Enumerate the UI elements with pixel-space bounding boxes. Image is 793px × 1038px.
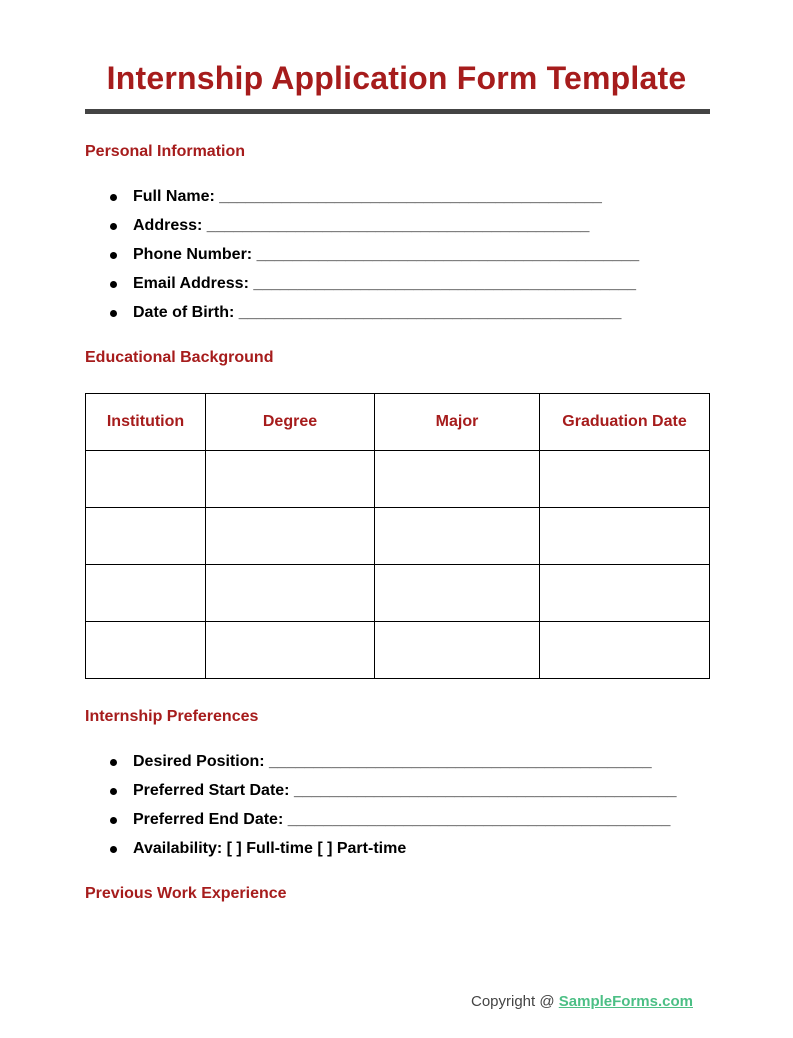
table-cell[interactable]	[206, 508, 375, 565]
table-cell[interactable]	[86, 622, 206, 679]
page-title: Internship Application Form Template	[106, 60, 687, 96]
field-availability[interactable]: Availability: [ ] Full-time [ ] Part-time	[133, 840, 407, 857]
bullet-icon	[110, 252, 117, 259]
field-preferred-end-date[interactable]: Preferred End Date: ___________________________________________	[133, 811, 671, 828]
list-item-address	[85, 211, 639, 240]
list-item-phone-number	[85, 240, 639, 269]
previous-work-experience-heading: Previous Work Experience	[85, 885, 287, 902]
table-cell[interactable]	[540, 622, 710, 679]
field-phone-number[interactable]: Phone Number: ___________________________________________	[133, 246, 640, 263]
list-item-date-of-birth	[85, 298, 639, 327]
table-cell[interactable]	[540, 508, 710, 565]
bullet-icon	[110, 817, 117, 824]
copyright-text: Copyright @	[471, 993, 559, 1010]
table-cell[interactable]	[206, 451, 375, 508]
table-cell[interactable]	[375, 508, 540, 565]
bullet-icon	[110, 310, 117, 317]
table-cell[interactable]	[375, 565, 540, 622]
list-item-email-address	[85, 269, 639, 298]
personal-information-list	[85, 182, 639, 327]
table-cell[interactable]	[540, 565, 710, 622]
column-header-degree: Degree	[206, 394, 375, 451]
table-row	[86, 565, 710, 622]
column-header-major: Major	[375, 394, 540, 451]
table-header-row	[86, 394, 710, 451]
copyright-footer	[471, 993, 693, 1010]
table-cell[interactable]	[540, 451, 710, 508]
bullet-icon	[110, 281, 117, 288]
internship-preferences-list	[85, 747, 677, 863]
table-cell[interactable]	[206, 565, 375, 622]
field-email-address[interactable]: Email Address: ___________________________________________	[133, 275, 636, 292]
bullet-icon	[110, 223, 117, 230]
table-cell[interactable]	[86, 565, 206, 622]
table-cell[interactable]	[375, 622, 540, 679]
table-row	[86, 508, 710, 565]
education-table	[85, 393, 710, 679]
column-header-graduation-date: Graduation Date	[540, 394, 710, 451]
table-row	[86, 451, 710, 508]
column-header-institution: Institution	[86, 394, 206, 451]
bullet-icon	[110, 759, 117, 766]
list-item-preferred-end-date	[85, 805, 677, 834]
field-desired-position[interactable]: Desired Position: ___________________________________________	[133, 753, 652, 770]
title-divider	[85, 109, 710, 114]
list-item-preferred-start-date	[85, 776, 677, 805]
table-cell[interactable]	[206, 622, 375, 679]
bullet-icon	[110, 846, 117, 853]
field-address[interactable]: Address: ___________________________________________	[133, 217, 590, 234]
bullet-icon	[110, 194, 117, 201]
bullet-icon	[110, 788, 117, 795]
list-item-full-name	[85, 182, 639, 211]
educational-background-heading: Educational Background	[85, 349, 274, 366]
personal-information-heading: Personal Information	[85, 143, 246, 160]
table-cell[interactable]	[375, 451, 540, 508]
list-item-desired-position	[85, 747, 677, 776]
list-item-availability	[85, 834, 677, 863]
brand-link[interactable]: SampleForms.com	[558, 993, 693, 1010]
table-cell[interactable]	[86, 508, 206, 565]
field-full-name[interactable]: Full Name: ___________________________________________	[133, 188, 602, 205]
table-cell[interactable]	[86, 451, 206, 508]
table-row	[86, 622, 710, 679]
field-date-of-birth[interactable]: Date of Birth: ___________________________________________	[133, 304, 622, 321]
internship-preferences-heading: Internship Preferences	[85, 708, 259, 725]
field-preferred-start-date[interactable]: Preferred Start Date: ___________________________________________	[133, 782, 677, 799]
